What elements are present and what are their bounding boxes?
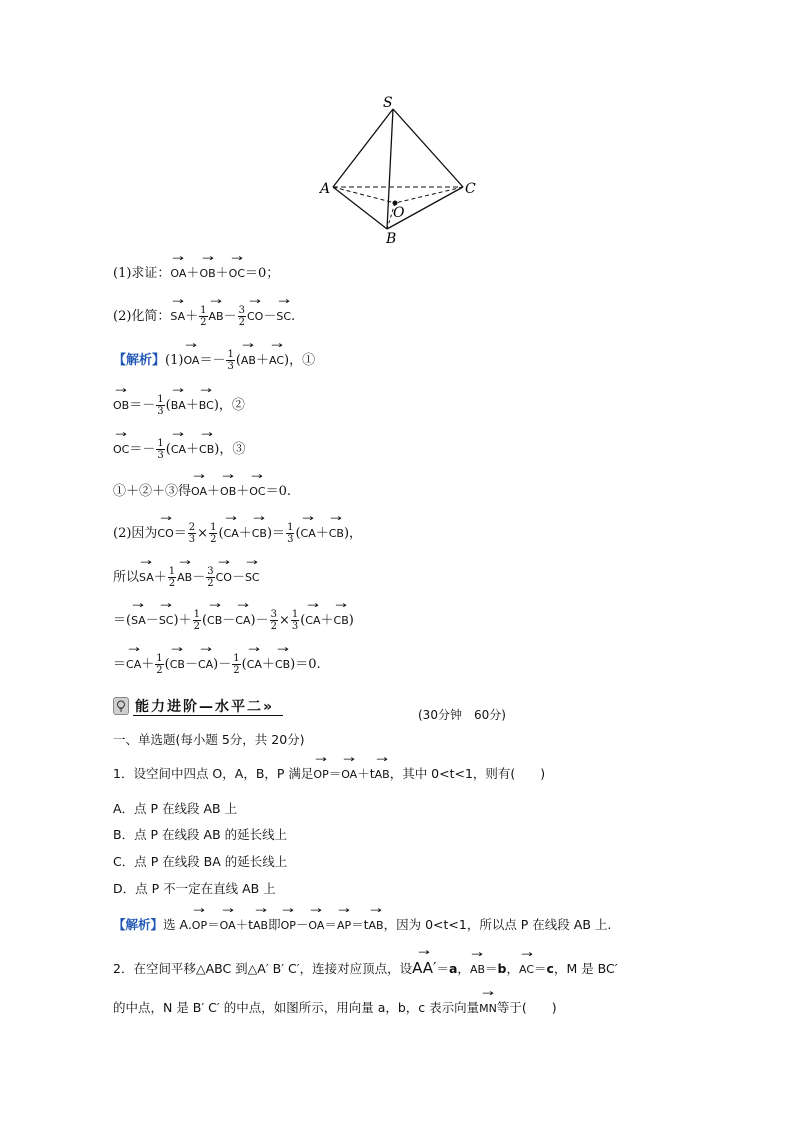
q1-stem: 1．设空间中四点 O，A，B，P 满足→ OP＝→ OA＋t→ AB，其中 0<t<1，则有( ) bbox=[113, 764, 545, 784]
q2-line2-end: 等于( ) bbox=[496, 1000, 557, 1015]
sol-part2-prefix: (2)因为 bbox=[113, 526, 158, 541]
part2-end: . bbox=[291, 309, 296, 324]
q1-option-a: A．点 P 在线段 AB 上 bbox=[113, 801, 238, 816]
solution-part2-line-1: (2)因为→ CO＝ $\frac{2}{3}$ × $\frac{1}{2}$ (→ CA＋→ CB)＝ $\frac{1}{3}$ (→ CA＋→ CB)， bbox=[113, 522, 362, 545]
q1-analysis-pre: 选 A. bbox=[163, 917, 192, 932]
label-O: O bbox=[393, 205, 405, 221]
q2-line-1: 2．在空间平移△ABC 到△A′ B′ C′，连接对应顶点，设→ AA′＝a，→ AB＝b，→ AC＝c，M 是 BC′ bbox=[113, 957, 618, 979]
q1-analysis: 【解析】选 A.→ OP＝→ OA＋t→ AB即→ OP－→ OA＝→ AP＝t→ AB，因为 0<t<1，所以点 P 在线段 AB 上. bbox=[113, 915, 611, 935]
part-heading: 一、单选题(每小题 5分，共 20分) bbox=[113, 732, 305, 747]
solution-part2-line-4: ＝→ CA＋ $\frac{1}{2}$ (→ CB－→ CA)－ $\frac{1}{2}$ (→ CA＋→ CB)＝0. bbox=[113, 653, 321, 676]
part1-end: ＝0； bbox=[245, 266, 280, 281]
solution-line-1: 【解析】(1)→ OA＝－ $\frac{1}{3}$ (→ AB＋→ AC)，① bbox=[113, 349, 315, 372]
label-S: S bbox=[383, 95, 393, 111]
final-zero: ＝0. bbox=[295, 657, 321, 672]
eq-marker-3: ③ bbox=[232, 442, 246, 457]
label-B: B bbox=[386, 231, 397, 245]
section-title: 能力进阶—水平二» bbox=[135, 699, 275, 715]
sum-end: ＝0. bbox=[265, 484, 292, 499]
q2-line1-post: ，M 是 BC′ bbox=[553, 961, 618, 976]
lightbulb-icon bbox=[113, 697, 129, 715]
so-text: 所以 bbox=[113, 570, 140, 585]
q2-line-2: 的中点，N 是 B′ C′ 的中点，如图所示，用向量 a，b，c 表示向量→ MN等于( ) bbox=[113, 998, 557, 1018]
q2-line2-text: 的中点，N 是 B′ C′ 的中点，如图所示，用向量 a，b，c 表示向量 bbox=[113, 1000, 480, 1015]
tetrahedron-figure bbox=[315, 95, 485, 245]
q1-stem-post: ，其中 0<t<1，则有( ) bbox=[389, 766, 546, 781]
sol-part1-prefix: (1) bbox=[165, 353, 184, 368]
solution-line-2: → OB＝－ $\frac{1}{3}$ (→ BA＋→ BC)，② bbox=[113, 394, 245, 417]
q2-line1-pre: 2．在空间平移△ABC 到△A′ B′ C′，连接对应顶点，设 bbox=[113, 961, 413, 976]
eq-marker-1: ① bbox=[302, 353, 316, 368]
sum-text: ①＋②＋③得 bbox=[113, 484, 192, 499]
solution-sum-line: ①＋②＋③得→ OA＋→ OB＋→ OC＝0. bbox=[113, 481, 291, 501]
solution-line-3: → OC＝－ $\frac{1}{3}$ (→ CA＋→ CB)，③ bbox=[113, 438, 245, 461]
solution-part2-line-2: 所以→ SA＋ $\frac{1}{2}$ → AB－ $\frac{3}{2}$ → CO－→ SC bbox=[113, 566, 260, 589]
question-part-2: (2)化简：→ SA＋ $\frac{1}{2}$ → AB－ $\frac{3}{2}$ → CO－→ SC. bbox=[113, 305, 295, 328]
q1-option-c: C．点 P 在线段 BA 的延长线上 bbox=[113, 854, 288, 869]
question-part-1: (1)求证：→ OA＋→ OB＋→ OC＝0； bbox=[113, 263, 279, 283]
q1-analysis-tag: 【解析】 bbox=[113, 917, 164, 932]
solution-part2-line-3: ＝(→ SA－→ SC)＋ $\frac{1}{2}$ (→ CB－→ CA)－ $\frac{3}{2}$ × $\frac{1}{3}$ (→ CA＋→ CB) bbox=[113, 609, 354, 632]
eq-marker-2: ② bbox=[231, 398, 245, 413]
q1-analysis-post: ，因为 0<t<1，所以点 P 在线段 AB 上. bbox=[383, 917, 612, 932]
label-C: C bbox=[465, 181, 476, 197]
q1-option-d: D．点 P 不一定在直线 AB 上 bbox=[113, 881, 276, 896]
q1-stem-pre: 1．设空间中四点 O，A，B，P 满足 bbox=[113, 766, 314, 781]
section-rule bbox=[133, 715, 283, 716]
time-score: (30分钟 60分) bbox=[418, 708, 506, 722]
analysis-tag: 【解析】 bbox=[113, 353, 166, 368]
section-header bbox=[113, 696, 283, 716]
part2-prefix: (2)化简： bbox=[113, 309, 171, 324]
label-A: A bbox=[320, 181, 331, 197]
part1-prefix: (1)求证： bbox=[113, 266, 171, 281]
q1-option-b: B．点 P 在线段 AB 的延长线上 bbox=[113, 827, 288, 842]
